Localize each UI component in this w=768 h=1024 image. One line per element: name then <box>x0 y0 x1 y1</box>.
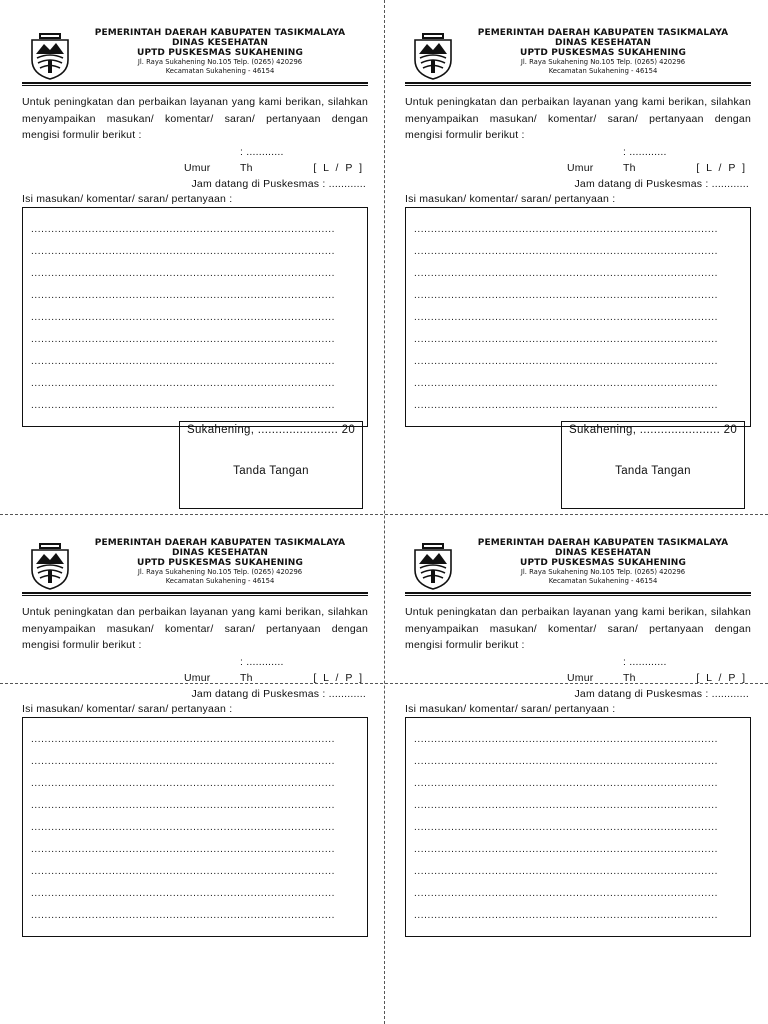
dotted-line: .......................................................................................... <box>31 865 336 877</box>
agency-name: DINAS KESEHATAN <box>172 548 268 558</box>
clinic-district: Kecamatan Sukahening - 46154 <box>548 67 658 75</box>
arrival-time-field[interactable]: Jam datang di Puskesmas : ............ <box>574 687 749 700</box>
dotted-line: .......................................................................................... <box>31 777 336 789</box>
age-value[interactable]: : ............ Th <box>240 655 284 684</box>
vertical-cut-line <box>384 0 385 1024</box>
agency-name: DINAS KESEHATAN <box>555 548 651 558</box>
age-label: Umur <box>567 671 594 684</box>
clinic-district: Kecamatan Sukahening - 46154 <box>548 577 658 585</box>
dotted-line: .......................................................................................... <box>414 865 719 877</box>
arrival-time-field[interactable]: Jam datang di Puskesmas : ............ <box>574 177 749 190</box>
government-name: PEMERINTAH DAERAH KABUPATEN TASIKMALAYA <box>477 538 729 548</box>
age-label: Umur <box>567 161 594 174</box>
sex-options[interactable]: [ L / P ] <box>696 161 747 174</box>
arrival-time-field[interactable]: Jam datang di Puskesmas : ............ <box>191 177 366 190</box>
clinic-district: Kecamatan Sukahening - 46154 <box>165 577 275 585</box>
clinic-district: Kecamatan Sukahening - 46154 <box>165 67 275 75</box>
dotted-line: .......................................................................................... <box>414 733 719 745</box>
clinic-address: Jl. Raya Sukahening No.105 Telp. (0265) 420296 <box>520 568 686 576</box>
intro-paragraph: Untuk peningkatan dan perbaikan layanan yang kami berikan, silahkan menyampaikan masukan/ komentar/ saran/ pertanyaan dengan mengisi formulir berikut : <box>405 606 751 651</box>
sex-options[interactable]: [ L / P ] <box>696 671 747 684</box>
sex-options[interactable]: [ L / P ] <box>313 671 364 684</box>
sex-options[interactable]: [ L / P ] <box>313 161 364 174</box>
tasikmalaya-regency-emblem-icon <box>413 30 453 80</box>
dotted-line: .......................................................................................... <box>414 887 719 899</box>
dotted-line: .......................................................................................... <box>414 777 719 789</box>
age-field[interactable] <box>405 654 751 686</box>
dotted-line: .......................................................................................... <box>414 289 719 301</box>
signature-place-date: Sukahening, ....................... 20 <box>569 424 738 436</box>
letterhead <box>22 27 368 83</box>
dotted-line: .......................................................................................... <box>414 755 719 767</box>
letterhead-text <box>457 28 749 76</box>
dotted-line: .......................................................................................... <box>31 355 336 367</box>
clinic-address: Jl. Raya Sukahening No.105 Telp. (0265) 420296 <box>520 58 686 66</box>
dotted-line: .......................................................................................... <box>414 355 719 367</box>
feedback-label: Isi masukan/ komentar/ saran/ pertanyaan : <box>405 192 616 205</box>
signature-place-date: Sukahening, ....................... 20 <box>187 424 356 436</box>
dotted-line: .......................................................................................... <box>31 755 336 767</box>
dotted-line: .......................................................................................... <box>31 267 336 279</box>
age-label: Umur <box>184 161 211 174</box>
clinic-address: Jl. Raya Sukahening No.105 Telp. (0265) 420296 <box>137 58 303 66</box>
dotted-line: .......................................................................................... <box>414 821 719 833</box>
clinic-name: UPTD PUSKESMAS SUKAHENING <box>520 558 686 568</box>
clinic-name: UPTD PUSKESMAS SUKAHENING <box>137 558 303 568</box>
intro-paragraph: Untuk peningkatan dan perbaikan layanan yang kami berikan, silahkan menyampaikan masukan/ komentar/ saran/ pertanyaan dengan mengisi formulir berikut : <box>22 606 368 651</box>
letterhead-text <box>74 28 366 76</box>
feedback-form <box>405 537 751 937</box>
intro-paragraph: Untuk peningkatan dan perbaikan layanan yang kami berikan, silahkan menyampaikan masukan/ komentar/ saran/ pertanyaan dengan mengisi formulir berikut : <box>22 96 368 141</box>
feedback-label: Isi masukan/ komentar/ saran/ pertanyaan : <box>405 702 616 715</box>
feedback-form <box>405 27 751 427</box>
age-label: Umur <box>184 671 211 684</box>
dotted-line: .......................................................................................... <box>31 333 336 345</box>
dotted-line: .......................................................................................... <box>31 887 336 899</box>
dotted-line: .......................................................................................... <box>414 223 719 235</box>
age-value[interactable]: : ............ Th <box>623 655 667 684</box>
dotted-line: .......................................................................................... <box>414 377 719 389</box>
agency-name: DINAS KESEHATAN <box>172 38 268 48</box>
age-field[interactable] <box>405 144 751 176</box>
dotted-line: .......................................................................................... <box>31 289 336 301</box>
signature-box[interactable] <box>561 421 745 509</box>
dotted-line: .......................................................................................... <box>414 799 719 811</box>
dotted-line: .......................................................................................... <box>31 223 336 235</box>
dotted-line: .......................................................................................... <box>31 245 336 257</box>
dotted-line: .......................................................................................... <box>31 821 336 833</box>
dotted-line: .......................................................................................... <box>414 333 719 345</box>
signature-label: Tanda Tangan <box>233 465 309 477</box>
age-field[interactable] <box>22 654 368 686</box>
dotted-line: .......................................................................................... <box>414 245 719 257</box>
signature-box[interactable] <box>179 421 363 509</box>
agency-name: DINAS KESEHATAN <box>555 38 651 48</box>
feedback-form <box>22 27 368 427</box>
government-name: PEMERINTAH DAERAH KABUPATEN TASIKMALAYA <box>477 28 729 38</box>
dotted-line: .......................................................................................... <box>31 399 336 411</box>
age-value[interactable]: : ............ Th <box>240 145 284 174</box>
feedback-box[interactable] <box>22 717 368 937</box>
dotted-line: .......................................................................................... <box>31 799 336 811</box>
dotted-line: .......................................................................................... <box>31 377 336 389</box>
clinic-address: Jl. Raya Sukahening No.105 Telp. (0265) 420296 <box>137 568 303 576</box>
arrival-time-field[interactable]: Jam datang di Puskesmas : ............ <box>191 687 366 700</box>
clinic-name: UPTD PUSKESMAS SUKAHENING <box>520 48 686 58</box>
feedback-box[interactable] <box>405 207 751 427</box>
feedback-form <box>22 537 368 937</box>
government-name: PEMERINTAH DAERAH KABUPATEN TASIKMALAYA <box>94 538 346 548</box>
government-name: PEMERINTAH DAERAH KABUPATEN TASIKMALAYA <box>94 28 346 38</box>
tasikmalaya-regency-emblem-icon <box>413 540 453 590</box>
age-value[interactable]: : ............ Th <box>623 145 667 174</box>
dotted-line: .......................................................................................... <box>31 311 336 323</box>
feedback-label: Isi masukan/ komentar/ saran/ pertanyaan : <box>22 192 233 205</box>
tasikmalaya-regency-emblem-icon <box>30 540 70 590</box>
letterhead-text <box>74 538 366 586</box>
dotted-line: .......................................................................................... <box>414 267 719 279</box>
feedback-label: Isi masukan/ komentar/ saran/ pertanyaan : <box>22 702 233 715</box>
horizontal-cut-line <box>0 514 768 515</box>
age-field[interactable] <box>22 144 368 176</box>
dotted-line: .......................................................................................... <box>31 909 336 921</box>
tasikmalaya-regency-emblem-icon <box>30 30 70 80</box>
letterhead-text <box>457 538 749 586</box>
intro-paragraph: Untuk peningkatan dan perbaikan layanan yang kami berikan, silahkan menyampaikan masukan/ komentar/ saran/ pertanyaan dengan mengisi formulir berikut : <box>405 96 751 141</box>
clinic-name: UPTD PUSKESMAS SUKAHENING <box>137 48 303 58</box>
dotted-line: .......................................................................................... <box>414 311 719 323</box>
dotted-line: .......................................................................................... <box>31 733 336 745</box>
dotted-line: .......................................................................................... <box>414 399 719 411</box>
feedback-box[interactable] <box>22 207 368 427</box>
letterhead <box>22 537 368 593</box>
feedback-box[interactable] <box>405 717 751 937</box>
dotted-line: .......................................................................................... <box>31 843 336 855</box>
dotted-line: .......................................................................................... <box>414 843 719 855</box>
letterhead <box>405 27 751 83</box>
dotted-line: .......................................................................................... <box>414 909 719 921</box>
letterhead <box>405 537 751 593</box>
signature-label: Tanda Tangan <box>615 465 691 477</box>
